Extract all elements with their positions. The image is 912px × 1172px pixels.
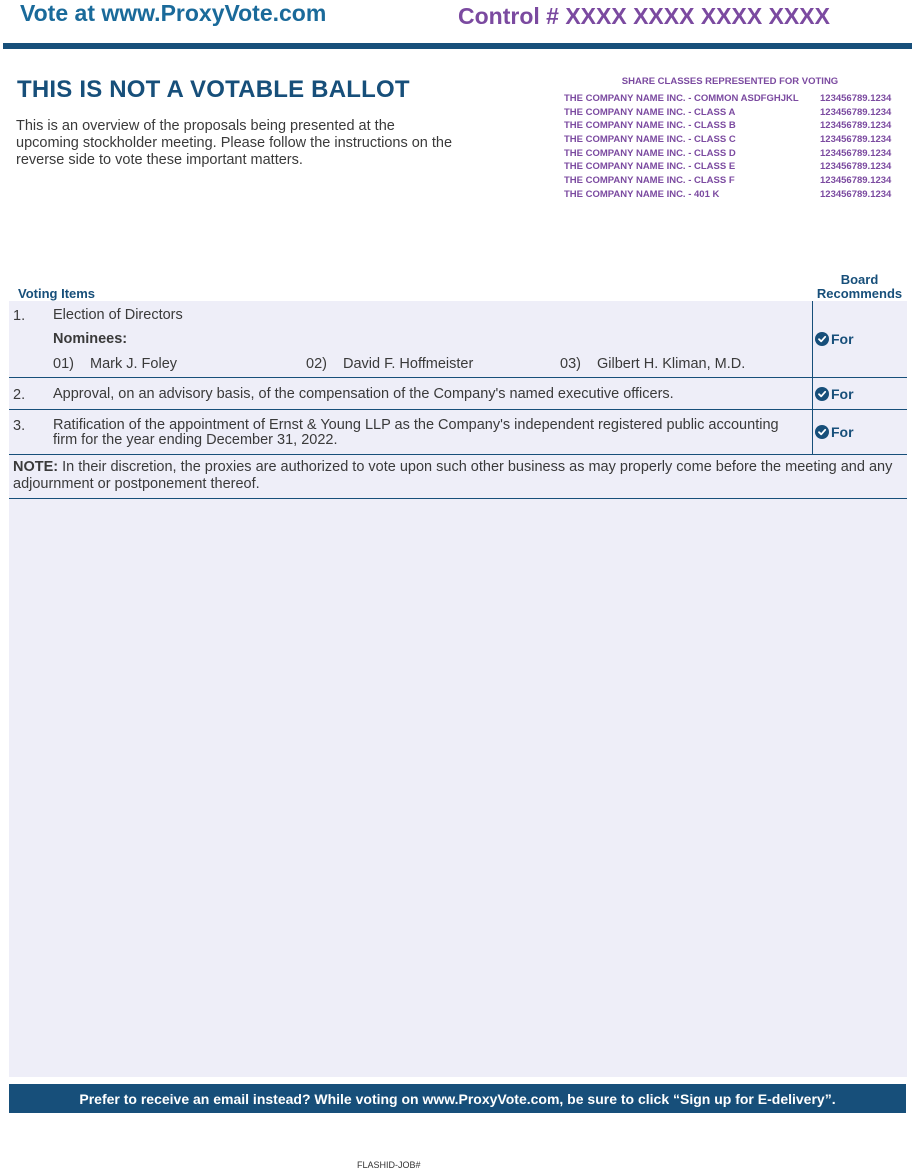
board-recommendation bbox=[815, 424, 854, 440]
edelivery-text: Prefer to receive an email instead? While voting on www.ProxyVote.com, be sure to click “Sign up for E-delivery”. bbox=[79, 1090, 836, 1107]
voting-item-row bbox=[9, 378, 907, 410]
board-recommends-header: Board Recommends bbox=[816, 272, 903, 301]
share-classes-list bbox=[564, 93, 904, 203]
column-divider bbox=[812, 378, 813, 409]
share-class-number: 123456789.1234 bbox=[820, 188, 892, 200]
share-class-name: THE COMPANY NAME INC. - CLASS B bbox=[564, 120, 736, 132]
share-class-number: 123456789.1234 bbox=[820, 106, 892, 118]
share-class-row bbox=[564, 148, 904, 162]
share-class-name: THE COMPANY NAME INC. - CLASS E bbox=[564, 161, 736, 173]
column-divider bbox=[812, 301, 813, 377]
column-divider bbox=[812, 410, 813, 454]
check-circle-icon bbox=[815, 387, 829, 401]
item-text: Ratification of the appointment of Ernst & Young LLP as the Company's independent registered public accounting firm for the year ending December 31, 2022. bbox=[53, 417, 779, 448]
intro-text: This is an overview of the proposals being presented at the upcoming stockholder meeting. Please follow the instructions on the reverse side to vote these important matters. bbox=[16, 118, 453, 168]
note-row bbox=[9, 455, 907, 499]
share-classes-heading: SHARE CLASSES REPRESENTED FOR VOTING bbox=[621, 76, 839, 87]
nominee bbox=[53, 356, 177, 372]
voting-item-row bbox=[9, 410, 907, 455]
edelivery-banner bbox=[9, 1084, 906, 1113]
share-class-number: 123456789.1234 bbox=[820, 161, 892, 173]
share-class-row bbox=[564, 107, 904, 121]
board-recommendation bbox=[815, 386, 854, 402]
nominee-number: 01) bbox=[53, 356, 74, 372]
nominees-label: Nominees: bbox=[53, 331, 128, 347]
share-class-number: 123456789.1234 bbox=[820, 134, 892, 146]
nominee bbox=[560, 356, 745, 372]
share-class-row bbox=[564, 161, 904, 175]
board-recommendation bbox=[815, 331, 854, 347]
note-text bbox=[13, 459, 903, 493]
recommendation-label: For bbox=[831, 386, 854, 402]
nominee bbox=[306, 356, 473, 372]
voting-items-label: Voting Items bbox=[18, 286, 96, 301]
share-class-row bbox=[564, 175, 904, 189]
share-class-name: THE COMPANY NAME INC. - CLASS C bbox=[564, 134, 736, 146]
nominee-number: 02) bbox=[306, 356, 327, 372]
note-label: NOTE: bbox=[13, 459, 59, 475]
recommendation-label: For bbox=[831, 424, 854, 440]
note-body: In their discretion, the proxies are authorized to vote upon such other business as may properly come before the meeting and any adjournment or postponement thereof. bbox=[13, 459, 893, 492]
top-divider bbox=[3, 43, 912, 49]
vote-link[interactable]: Vote at www.ProxyVote.com bbox=[20, 0, 327, 26]
share-class-number: 123456789.1234 bbox=[820, 93, 892, 104]
share-class-number: 123456789.1234 bbox=[820, 147, 892, 159]
share-class-row bbox=[564, 134, 904, 148]
share-class-number: 123456789.1234 bbox=[820, 120, 892, 132]
share-class-name: THE COMPANY NAME INC. - CLASS A bbox=[564, 106, 736, 118]
item-number: 3. bbox=[13, 418, 26, 434]
nominee-number: 03) bbox=[560, 356, 581, 372]
share-class-row bbox=[564, 93, 904, 107]
share-class-name: THE COMPANY NAME INC. - COMMON ASDFGHJKL bbox=[564, 93, 799, 104]
flash-id: FLASHID-JOB# bbox=[357, 1160, 421, 1170]
control-number: Control # XXXX XXXX XXXX XXXX bbox=[458, 3, 830, 29]
nominee-name: Gilbert H. Kliman, M.D. bbox=[597, 356, 746, 372]
item-text: Approval, on an advisory basis, of the compensation of the Company's named executive officers. bbox=[53, 386, 674, 402]
check-circle-icon bbox=[815, 425, 829, 439]
voting-items-table bbox=[9, 301, 907, 1077]
nominee-name: David F. Hoffmeister bbox=[343, 356, 474, 372]
nominee-name: Mark J. Foley bbox=[90, 356, 178, 372]
share-class-name: THE COMPANY NAME INC. - CLASS D bbox=[564, 147, 736, 159]
share-class-name: THE COMPANY NAME INC. - CLASS F bbox=[564, 175, 735, 187]
voting-item-row bbox=[9, 301, 907, 378]
share-class-row bbox=[564, 120, 904, 134]
item-number: 1. bbox=[13, 308, 26, 324]
page-title: THIS IS NOT A VOTABLE BALLOT bbox=[17, 76, 410, 103]
share-class-row bbox=[564, 189, 904, 203]
share-class-number: 123456789.1234 bbox=[820, 175, 892, 187]
check-circle-icon bbox=[815, 332, 829, 346]
item-number: 2. bbox=[13, 387, 26, 403]
item-text: Election of Directors bbox=[53, 307, 183, 323]
recommendation-label: For bbox=[831, 331, 854, 347]
share-class-name: THE COMPANY NAME INC. - 401 K bbox=[564, 188, 720, 200]
